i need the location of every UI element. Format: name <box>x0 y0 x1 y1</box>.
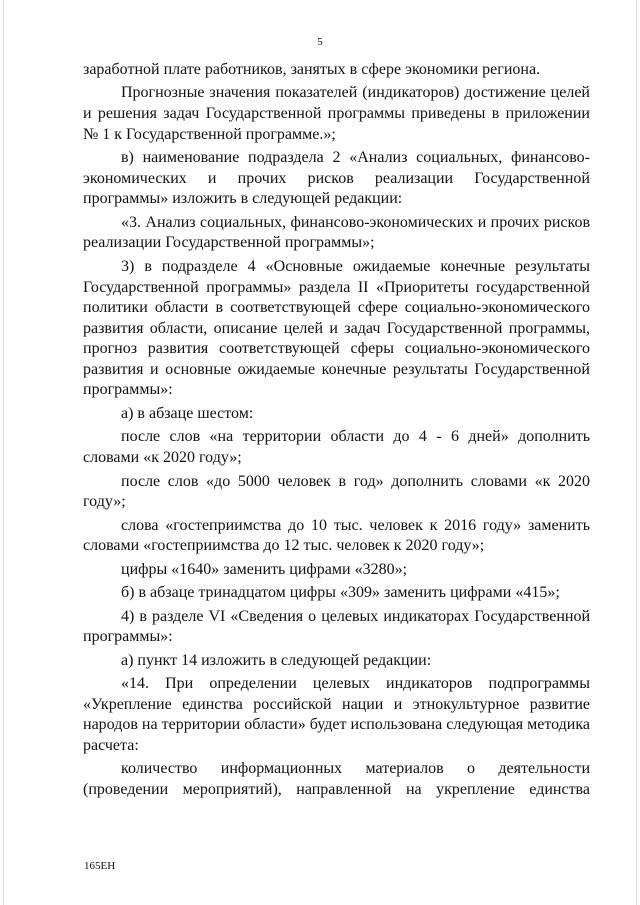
paragraph: б) в абзаце тринадцатом цифры «309» заменить цифрами «415»; <box>121 584 560 602</box>
paragraph: цифры «1640» заменить цифрами «3280»; <box>121 560 408 578</box>
scan-edge-right <box>636 0 637 905</box>
paragraph: после слов «на территории области до 4 - 6 дней» дополнить словами «к 2020 году»; <box>83 428 590 467</box>
paragraph: «3. Анализ социальных, финансово-экономических и прочих рисков реализации Государственной программы»; <box>83 213 590 252</box>
paragraph: количество информационных материалов о деятельности (проведении мероприятий), направленной на укрепление единства <box>83 760 590 799</box>
paragraph: 4) в разделе VI «Сведения о целевых индикаторах Государственной программы»: <box>83 607 590 646</box>
paragraph: а) пункт 14 изложить в следующей редакции: <box>121 651 432 669</box>
paragraph: 3) в подразделе 4 «Основные ожидаемые конечные результаты Государственной программы» раздела II «Приоритеты государственной политики области в соответствующей сфере социально-экономического развития области, описание целей и задач Государственной программы, прогноз развития соответствующей сферы социально-экономического развития и основные ожидаемые конечные результаты Государственной программы»: <box>83 257 590 399</box>
paragraph: в) наименование подраздела 2 «Анализ социальных, финансово-экономических и прочих рисков реализации Государственной программы» изложить в следующей редакции: <box>83 149 590 208</box>
paragraph: после слов «до 5000 человек в год» дополнить словами «к 2020 году»; <box>83 472 590 511</box>
document-code: 165ЕН <box>84 860 116 872</box>
paragraph: заработной плате работников, занятых в сфере экономики региона. <box>83 61 541 78</box>
scan-edge-left <box>3 0 4 905</box>
paragraph: Прогнозные значения показателей (индикаторов) достижение целей и решения задач Государственной программы приведены в приложении № 1 к Государственной программе.»; <box>83 84 590 143</box>
document-body <box>83 60 590 804</box>
paragraph: «14. При определении целевых индикаторов подпрограммы «Укрепление единства российской нации и этнокультурное развитие народов на территории области» будет использована следующая методика расчета: <box>83 675 590 754</box>
paragraph: а) в абзаце шестом: <box>121 404 254 422</box>
paragraph: слова «гостеприимства до 10 тыс. человек к 2016 году» заменить словами «гостеприимства до 12 тыс. человек к 2020 году»; <box>83 516 590 555</box>
page-number: 5 <box>317 36 323 48</box>
